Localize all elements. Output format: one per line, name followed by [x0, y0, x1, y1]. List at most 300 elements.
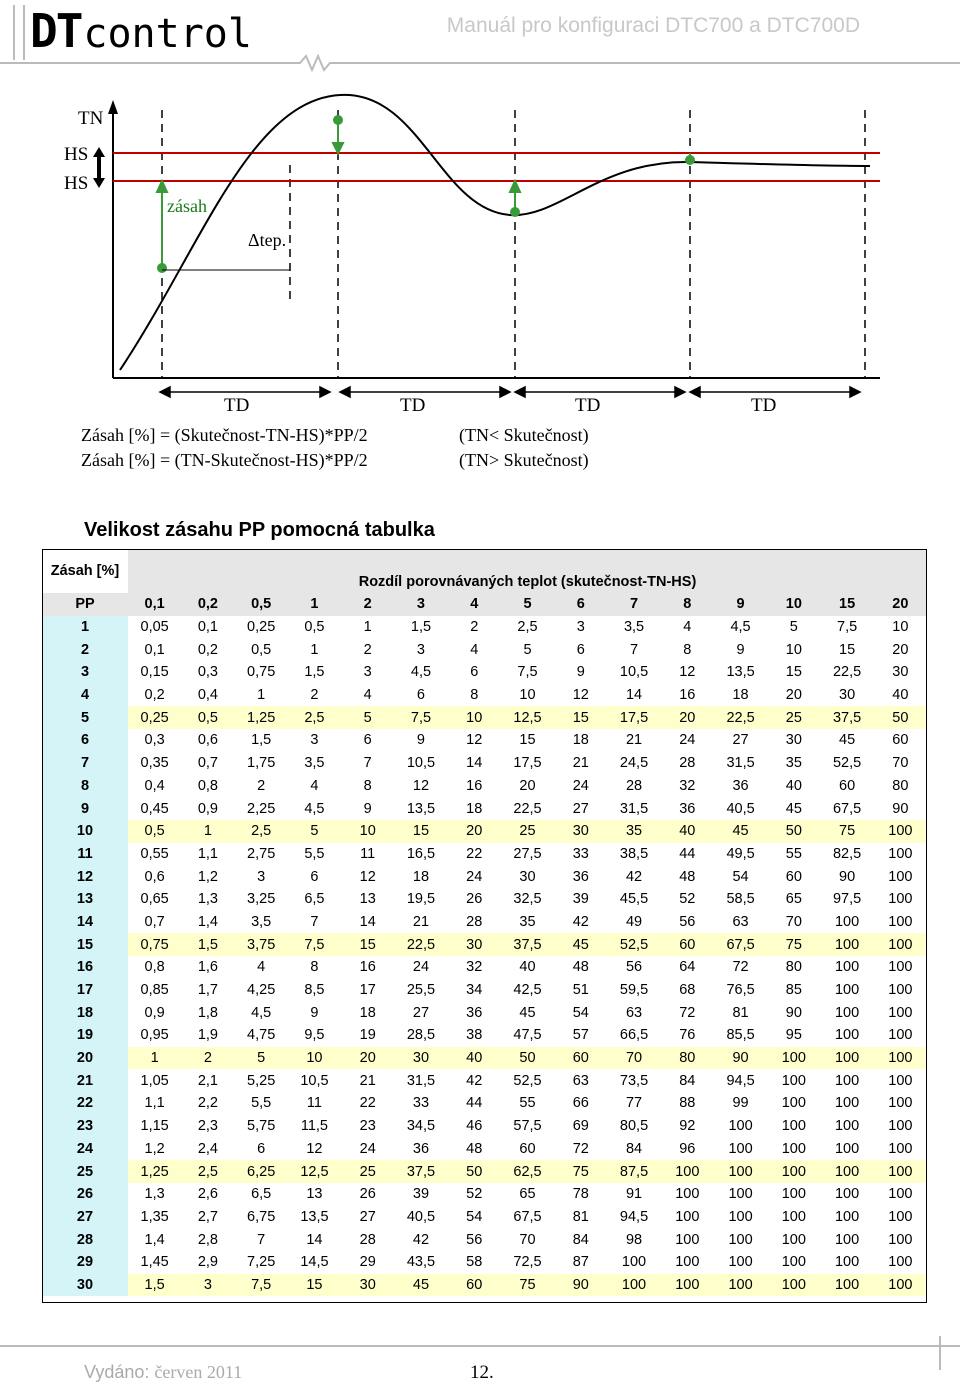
- row-label: 8: [42, 775, 128, 798]
- table-cell: 42: [466, 1072, 483, 1089]
- table-cell: 36: [572, 868, 589, 885]
- table-cell: 2: [181, 1047, 234, 1070]
- table-cell: 22,5: [513, 800, 542, 817]
- table-cell: 36: [466, 1004, 483, 1021]
- table-cell: 45,5: [619, 891, 649, 908]
- row-label: 18: [42, 1001, 128, 1024]
- table-cell: 100: [728, 1186, 753, 1203]
- table-cell: 14,5: [300, 1254, 329, 1271]
- zasah-arrows: [157, 116, 694, 272]
- table-cell: 0,7: [144, 913, 165, 930]
- document-title: Manuál pro konfiguraci DTC700 a DTC700D: [446, 14, 860, 37]
- row-label: 30: [42, 1274, 128, 1297]
- table-cell: 7: [310, 913, 319, 930]
- table-cell: 70: [785, 913, 802, 930]
- table-cell: 63: [732, 913, 749, 930]
- table-cell: 6: [257, 1140, 266, 1157]
- table-cell: 1,5: [128, 1274, 181, 1297]
- table-cell: 76: [679, 1027, 696, 1044]
- temperature-curve: [120, 95, 870, 370]
- column-header: 6: [554, 593, 607, 616]
- table-cell: 0,85: [140, 982, 169, 999]
- table-cell: 5,25: [247, 1072, 276, 1089]
- table-cell: 100: [834, 1254, 860, 1271]
- table-cell: 13: [359, 891, 376, 908]
- row-label: 2: [42, 638, 128, 661]
- table-cell: 3,5: [251, 913, 272, 930]
- table-cell: 1,5: [304, 664, 325, 681]
- table-cell: 3: [257, 868, 266, 885]
- table-cell: 27: [412, 1004, 430, 1021]
- table-cell: 72: [679, 1004, 696, 1021]
- table-cell: 0,1: [144, 641, 165, 658]
- table-cell: 90: [554, 1274, 607, 1297]
- table-cell: 5,75: [247, 1118, 276, 1135]
- table-cell: 100: [834, 1095, 860, 1112]
- row-label: 22: [42, 1092, 128, 1115]
- table-cell: 4,5: [410, 664, 432, 681]
- table-cell: 87,5: [607, 1160, 660, 1183]
- table-cell: 15: [394, 820, 447, 843]
- table-cell: 60: [519, 1140, 536, 1157]
- table-cell: 26: [359, 1186, 376, 1203]
- table-cell: 2,2: [197, 1095, 218, 1112]
- table-cell: 15: [785, 664, 802, 681]
- table-row: [42, 1160, 927, 1183]
- table-cell: 20: [519, 777, 536, 794]
- table-cell: 0,15: [140, 664, 169, 681]
- table-cell: 48: [572, 959, 589, 976]
- table-cell: 1,3: [197, 891, 218, 908]
- table-cell: 75: [501, 1274, 554, 1297]
- table-cell: 35: [607, 820, 660, 843]
- table-cell: 100: [820, 1160, 873, 1183]
- table-cell: 2: [310, 687, 319, 704]
- table-cell: 100: [874, 1160, 927, 1183]
- table-cell: 3,5: [623, 619, 645, 636]
- table-cell: 1: [181, 820, 234, 843]
- table-cell: 65: [519, 1186, 536, 1203]
- table-cell: 4: [470, 641, 479, 658]
- table-cell: 17,5: [607, 706, 660, 729]
- row-label: 27: [42, 1206, 128, 1229]
- table-row: [42, 1024, 927, 1047]
- table-cell: 62,5: [501, 1160, 554, 1183]
- table-cell: 28: [625, 777, 643, 794]
- table-cell: 72: [572, 1140, 589, 1157]
- table-cell: 5: [235, 1047, 288, 1070]
- table-cell: 45: [519, 1004, 536, 1021]
- table-cell: 2,6: [197, 1186, 218, 1203]
- table-row: [42, 1183, 927, 1206]
- table-cell: 85,5: [726, 1027, 755, 1044]
- table-cell: 10,5: [406, 755, 436, 772]
- table-cell: 0,05: [140, 619, 169, 636]
- label-dtep: Δtep.: [248, 230, 287, 250]
- table-cell: 36: [412, 1140, 430, 1157]
- table-cell: 12,5: [501, 706, 554, 729]
- table-cell: 65: [785, 891, 802, 908]
- table-cell: 10,5: [300, 1072, 329, 1089]
- table-cell: 100: [888, 1027, 913, 1044]
- table-cell: 100: [888, 1186, 913, 1203]
- table-cell: 0,95: [140, 1027, 169, 1044]
- table-cell: 3: [363, 664, 372, 681]
- table-cell: 7: [629, 641, 639, 658]
- table-cell: 2,25: [247, 800, 276, 817]
- pp-table: [42, 549, 927, 1296]
- table-cell: 45: [394, 1274, 447, 1297]
- table-cell: 44: [466, 1095, 483, 1112]
- table-cell: 0,5: [251, 641, 272, 658]
- table-cell: 1,5: [251, 732, 272, 749]
- table-row: [42, 752, 927, 775]
- table-cell: 6,25: [235, 1160, 288, 1183]
- column-header: 9: [714, 593, 767, 616]
- table-cell: 37,5: [501, 933, 554, 956]
- table-cell: 0,25: [128, 706, 181, 729]
- table-cell: 5: [523, 641, 532, 658]
- table-cell: 44: [679, 845, 696, 862]
- column-header: 4: [448, 593, 501, 616]
- table-cell: 100: [781, 1118, 806, 1135]
- table-cell: 55: [785, 845, 802, 862]
- table-row: [42, 638, 927, 661]
- table-cell: 15: [519, 732, 536, 749]
- table-cell: 45: [714, 820, 767, 843]
- table-cell: 12: [679, 664, 696, 681]
- table-cell: 39: [572, 891, 589, 908]
- table-cell: 2,1: [197, 1072, 218, 1089]
- table-cell: 60: [661, 933, 714, 956]
- row-label: 1: [42, 616, 128, 639]
- row-label: 21: [42, 1069, 128, 1092]
- table-cell: 100: [661, 1274, 714, 1297]
- table-cell: 100: [874, 1274, 927, 1297]
- table-cell: 37,5: [820, 706, 873, 729]
- table-cell: 52: [679, 891, 696, 908]
- table-cell: 0,75: [247, 664, 276, 681]
- table-cell: 1: [257, 687, 266, 704]
- table-cell: 24: [466, 868, 483, 885]
- table-cell: 1,4: [197, 913, 218, 930]
- table-cell: 1: [128, 1047, 181, 1070]
- table-cell: 49: [625, 913, 643, 930]
- table-cell: 100: [621, 1254, 647, 1271]
- label-tn: TN: [78, 108, 104, 129]
- table-cell: 24,5: [619, 755, 649, 772]
- table-cell: 100: [781, 1186, 806, 1203]
- table-row: [42, 979, 927, 1002]
- table-cell: 1,5: [410, 619, 432, 636]
- table-cell: 0,5: [128, 820, 181, 843]
- table-cell: 40: [785, 777, 802, 794]
- table-cell: 0,55: [140, 845, 169, 862]
- table-cell: 94,5: [619, 1208, 649, 1225]
- table-cell: 70: [607, 1047, 660, 1070]
- table-cell: 100: [888, 845, 913, 862]
- table-corner: [42, 549, 128, 593]
- formula-2-condition: (TN> Skutečnost): [459, 450, 589, 470]
- table-cell: 1,8: [197, 1004, 218, 1021]
- table-cell: 15: [288, 1274, 341, 1297]
- table-cell: 6: [470, 664, 479, 681]
- table-cell: 58,5: [726, 891, 755, 908]
- pp-label: PP: [42, 593, 128, 616]
- table-row: [42, 820, 927, 843]
- table-cell: 100: [834, 1004, 860, 1021]
- table-cell: 100: [888, 959, 913, 976]
- table-cell: 49,5: [726, 845, 755, 862]
- table-cell: 0,1: [197, 619, 218, 636]
- table-cell: 16,5: [406, 845, 436, 862]
- column-header: 7: [607, 593, 660, 616]
- table-cell: 13: [306, 1186, 323, 1203]
- table-cell: 0,65: [140, 891, 169, 908]
- table-cell: 60: [554, 1047, 607, 1070]
- table-cell: 30: [341, 1274, 394, 1297]
- hs-marker: [93, 147, 105, 188]
- table-cell: 67,5: [832, 800, 862, 817]
- row-label: 4: [42, 684, 128, 707]
- row-label: 11: [42, 843, 128, 866]
- table-cell: 1,2: [197, 868, 218, 885]
- table-cell: 59,5: [619, 982, 649, 999]
- table-cell: 100: [661, 1160, 714, 1183]
- table-cell: 1,35: [140, 1208, 169, 1225]
- table-row: [42, 1069, 927, 1092]
- table-cell: 100: [834, 1231, 860, 1248]
- table-cell: 0,2: [144, 687, 165, 704]
- table-cell: 39: [412, 1186, 430, 1203]
- table-cell: 58: [466, 1254, 483, 1271]
- table-cell: 10: [448, 706, 501, 729]
- table-cell: 22,5: [714, 706, 767, 729]
- table-cell: 46: [466, 1118, 483, 1135]
- table-cell: 78: [572, 1186, 589, 1203]
- table-cell: 1,2: [144, 1140, 165, 1157]
- table-cell: 22: [466, 845, 483, 862]
- table-cell: 0,3: [197, 664, 218, 681]
- table-corner-label: Zásah [%]: [50, 563, 120, 579]
- table-cell: 31,5: [619, 800, 649, 817]
- table-cell: 1,75: [247, 755, 276, 772]
- table-cell: 28,5: [406, 1027, 436, 1044]
- table-cell: 20: [785, 687, 802, 704]
- table-cell: 90: [892, 800, 909, 817]
- table-caption-row: [42, 549, 927, 593]
- row-label: 25: [42, 1160, 128, 1183]
- table-cell: 21: [359, 1072, 376, 1089]
- table-cell: 7: [363, 755, 372, 772]
- table-cell: 77: [625, 1095, 643, 1112]
- row-label: 16: [42, 956, 128, 979]
- row-label: 5: [42, 706, 128, 729]
- table-cell: 19: [359, 1027, 376, 1044]
- table-cell: 45: [839, 732, 856, 749]
- table-cell: 6: [416, 687, 425, 704]
- table-row: [42, 729, 927, 752]
- row-label: 19: [42, 1024, 128, 1047]
- table-cell: 30: [554, 820, 607, 843]
- table-cell: 20: [661, 706, 714, 729]
- table-cell: 30: [892, 664, 909, 681]
- table-cell: 100: [834, 1186, 860, 1203]
- table-cell: 66: [572, 1095, 589, 1112]
- table-row: [42, 865, 927, 888]
- formula-2: Zásah [%] = (TN-Skutečnost-HS)*PP/2: [81, 450, 368, 470]
- table-cell: 60: [785, 868, 802, 885]
- table-cell: 21: [572, 755, 589, 772]
- table-cell: 7,5: [288, 933, 341, 956]
- table-cell: 24: [572, 777, 589, 794]
- table-cell: 1,25: [128, 1160, 181, 1183]
- table-cell: 0,9: [197, 800, 218, 817]
- table-cell: 11: [306, 1095, 322, 1112]
- table-cell: 9: [736, 641, 745, 658]
- table-cell: 97,5: [832, 891, 862, 908]
- table-cell: 50: [501, 1047, 554, 1070]
- table-cell: 38: [466, 1027, 483, 1044]
- table-cell: 0,8: [197, 777, 218, 794]
- table-cell: 0,5: [181, 706, 234, 729]
- table-cell: 29: [359, 1254, 376, 1271]
- table-cell: 100: [767, 1274, 820, 1297]
- table-cell: 8: [363, 777, 372, 794]
- table-cell: 48: [466, 1140, 483, 1157]
- table-cell: 100: [675, 1254, 700, 1271]
- table-cell: 88: [679, 1095, 696, 1112]
- table-cell: 21: [412, 913, 430, 930]
- table-cell: 7,5: [837, 619, 858, 636]
- table-cell: 100: [781, 1140, 806, 1157]
- table-cell: 10: [892, 619, 909, 636]
- table-cell: 40: [519, 959, 536, 976]
- table-cell: 100: [781, 1208, 806, 1225]
- table-cell: 20: [448, 820, 501, 843]
- table-cell: 87: [572, 1254, 589, 1271]
- table-cell: 90: [785, 1004, 802, 1021]
- table-cell: 54: [572, 1004, 589, 1021]
- table-cell: 22: [359, 1095, 376, 1112]
- table-cell: 100: [781, 1231, 806, 1248]
- table-cell: 25: [341, 1160, 394, 1183]
- table-cell: 100: [888, 868, 913, 885]
- table-cell: 100: [820, 1047, 873, 1070]
- table-cell: 3,5: [304, 755, 325, 772]
- table-cell: 99: [732, 1095, 749, 1112]
- table-cell: 40,5: [406, 1208, 436, 1225]
- table-cell: 100: [714, 1160, 767, 1183]
- column-header: 3: [394, 593, 447, 616]
- table-row: [42, 1251, 927, 1274]
- table-cell: 11,5: [300, 1118, 328, 1135]
- table-cell: 66,5: [619, 1027, 649, 1044]
- table-cell: 3,25: [247, 891, 276, 908]
- table-row: [42, 775, 927, 798]
- table-cell: 60: [839, 777, 856, 794]
- td-label-1: TD: [224, 395, 250, 416]
- table-cell: 100: [728, 1140, 753, 1157]
- table-cell: 15: [839, 641, 856, 658]
- table-cell: 100: [834, 913, 860, 930]
- table-cell: 100: [728, 1208, 753, 1225]
- table-cell: 17: [359, 982, 376, 999]
- column-header: 0,2: [181, 593, 234, 616]
- table-cell: 20: [892, 641, 909, 658]
- table-cell: 13,5: [726, 664, 755, 681]
- table-cell: 100: [874, 1047, 927, 1070]
- table-cell: 68: [679, 982, 696, 999]
- table-cell: 4: [310, 777, 319, 794]
- row-label: 15: [42, 933, 128, 956]
- table-cell: 2: [470, 619, 479, 636]
- table-cell: 38,5: [619, 845, 649, 862]
- table-cell: 3: [416, 641, 425, 658]
- table-cell: 55: [519, 1095, 536, 1112]
- table-cell: 80: [661, 1047, 714, 1070]
- table-cell: 57,5: [513, 1118, 542, 1135]
- table-cell: 24: [359, 1140, 376, 1157]
- table-cell: 14: [625, 687, 643, 704]
- table-cell: 1,15: [140, 1118, 169, 1135]
- table-cell: 100: [888, 1254, 913, 1271]
- table-cell: 67,5: [513, 1208, 542, 1225]
- table-cell: 8,5: [304, 982, 325, 999]
- table-cell: 100: [834, 959, 860, 976]
- row-label: 13: [42, 888, 128, 911]
- table-cell: 24: [412, 959, 430, 976]
- table-cell: 21: [625, 732, 643, 749]
- table-cell: 23: [359, 1118, 376, 1135]
- column-header: 5: [501, 593, 554, 616]
- table-row: [42, 956, 927, 979]
- table-cell: 64: [679, 959, 696, 976]
- table-cell: 13,5: [406, 800, 436, 817]
- table-cell: 12: [306, 1140, 323, 1157]
- table-cell: 70: [519, 1231, 536, 1248]
- table-cell: 85: [785, 982, 802, 999]
- table-cell: 3,75: [235, 933, 288, 956]
- table-cell: 36: [732, 777, 749, 794]
- table-cell: 73,5: [619, 1072, 649, 1089]
- table-cell: 0,45: [140, 800, 169, 817]
- table-cell: 18: [572, 732, 589, 749]
- table-cell: 100: [888, 1118, 913, 1135]
- table-header-row: [42, 593, 927, 616]
- table-cell: 69: [572, 1118, 589, 1135]
- table-cell: 28: [466, 913, 483, 930]
- table-cell: 6,5: [304, 891, 325, 908]
- table-cell: 42: [412, 1231, 430, 1248]
- table-cell: 52,5: [607, 933, 660, 956]
- table-cell: 0,5: [304, 619, 325, 636]
- td-label-3: TD: [575, 395, 601, 416]
- table-cell: 100: [874, 820, 927, 843]
- table-cell: 47,5: [513, 1027, 542, 1044]
- table-cell: 75: [767, 933, 820, 956]
- table-row: [42, 1001, 927, 1024]
- table-cell: 1,05: [140, 1072, 169, 1089]
- table-cell: 100: [834, 1208, 860, 1225]
- table-cell: 0,35: [140, 755, 169, 772]
- table-cell: 28: [679, 755, 696, 772]
- table-cell: 34,5: [406, 1118, 436, 1135]
- table-cell: 100: [888, 913, 913, 930]
- table-cell: 3: [181, 1274, 234, 1297]
- table-cell: 100: [888, 1140, 913, 1157]
- table-cell: 0,6: [144, 868, 165, 885]
